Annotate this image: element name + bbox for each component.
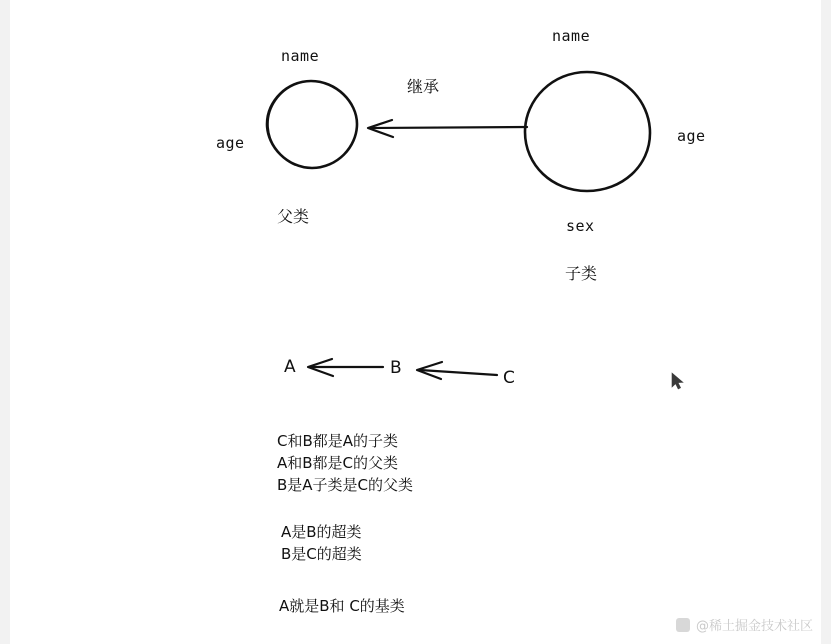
child-caption: 子类	[565, 264, 598, 283]
chain-node-a: A	[284, 357, 296, 377]
chain-arrow-b-to-a	[308, 359, 383, 376]
parent-age-label: age	[216, 134, 245, 152]
note-line: A就是B和 C的基类	[279, 597, 405, 615]
watermark	[676, 615, 813, 634]
child-class-circle	[525, 72, 650, 191]
parent-class-circle	[267, 81, 357, 168]
child-age-label: age	[677, 127, 706, 145]
watermark-text: @稀土掘金技术社区	[695, 619, 813, 634]
mouse-cursor-icon	[672, 373, 683, 389]
chain-node-c: C	[503, 368, 515, 388]
note-line: B是C的超类	[281, 545, 362, 563]
note-line: A和B都是C的父类	[277, 454, 399, 472]
parent-caption: 父类	[277, 207, 310, 226]
inheritance-arrow	[368, 120, 527, 137]
inheritance-arrow-label: 继承	[407, 77, 440, 96]
child-sex-label: sex	[566, 217, 595, 235]
child-name-label: name	[552, 27, 591, 45]
parent-name-label: name	[281, 47, 320, 65]
notes-group-3	[279, 595, 405, 617]
chain-node-b: B	[390, 358, 402, 378]
notes-group-2	[281, 521, 362, 565]
note-line: C和B都是A的子类	[277, 432, 399, 450]
notes-group-1	[277, 430, 413, 496]
note-line: A是B的超类	[281, 523, 362, 541]
note-line: B是A子类是C的父类	[277, 476, 414, 494]
chain-arrow-c-to-b	[417, 362, 497, 379]
watermark-logo-icon	[676, 618, 690, 632]
